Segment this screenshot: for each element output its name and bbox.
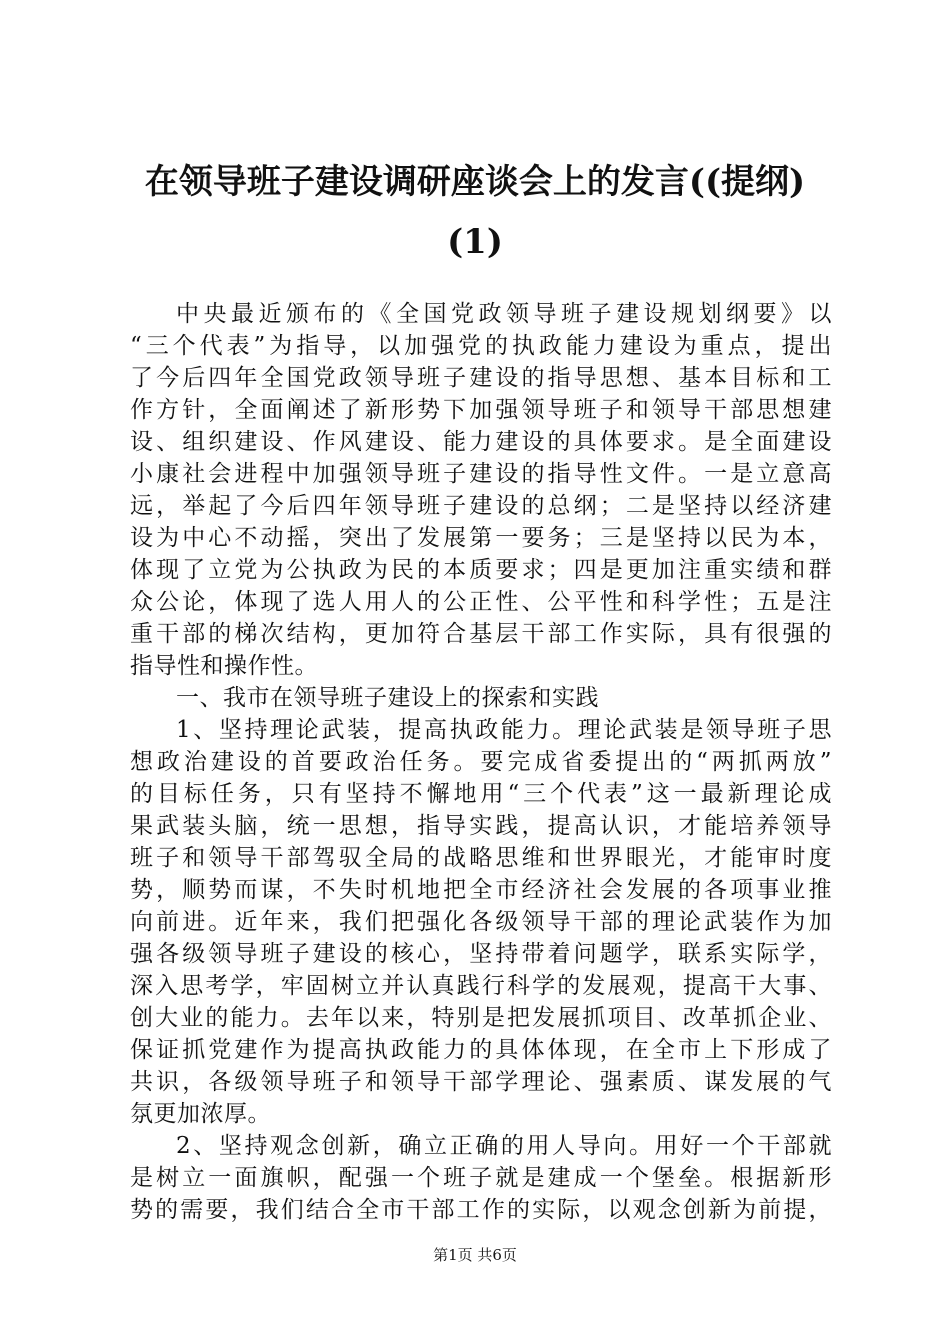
document-body (130, 298, 832, 1226)
body-line: 保证抓党建作为提高执政能力的具体体现，在全市上下形成了 (130, 1037, 832, 1063)
body-line: 想政治建设的首要政治任务。要完成省委提出的“两抓两放” (130, 749, 832, 775)
body-line: 创大业的能力。去年以来，特别是把发展抓项目、改革抓企业、 (130, 1005, 832, 1031)
body-line: 设为中心不动摇，突出了发展第一要务；三是坚持以民为本， (130, 525, 832, 551)
body-line: 众公论，体现了选人用人的公正性、公平性和科学性；五是注 (130, 589, 832, 615)
body-line: 果武装头脑，统一思想，指导实践，提高认识，才能培养领导 (130, 813, 832, 839)
body-line: 1、坚持理论武装，提高执政能力。理论武装是领导班子思 (176, 717, 832, 743)
body-line: 深入思考学，牢固树立并认真践行科学的发展观，提高干大事、 (130, 973, 832, 999)
body-line: 共识，各级领导班子和领导干部学理论、强素质、谋发展的气 (130, 1069, 832, 1095)
section-heading: 一、我市在领导班子建设上的探索和实践 (176, 685, 599, 711)
body-line: 2、坚持观念创新，确立正确的用人导向。用好一个干部就 (176, 1133, 832, 1159)
body-line: 远，举起了今后四年领导班子建设的总纲；二是坚持以经济建 (130, 493, 832, 519)
body-line: 势，顺势而谋，不失时机地把全市经济社会发展的各项事业推 (130, 877, 832, 903)
body-line: 体现了立党为公执政为民的本质要求；四是更加注重实绩和群 (130, 557, 832, 583)
body-line: 小康社会进程中加强领导班子建设的指导性文件。一是立意高 (130, 461, 832, 487)
body-line: 的目标任务，只有坚持不懈地用“三个代表”这一最新理论成 (130, 781, 832, 807)
body-line: 设、组织建设、作风建设、能力建设的具体要求。是全面建设 (130, 429, 832, 455)
body-line: 势的需要，我们结合全市干部工作的实际，以观念创新为前提， (130, 1197, 832, 1223)
body-line: 向前进。近年来，我们把强化各级领导干部的理论武装作为加 (130, 909, 832, 935)
body-line: 强各级领导班子建设的核心，坚持带着问题学，联系实际学， (130, 941, 832, 967)
body-line: 作方针，全面阐述了新形势下加强领导班子和领导干部思想建 (130, 397, 832, 423)
body-line: 了今后四年全国党政领导班子建设的指导思想、基本目标和工 (130, 365, 832, 391)
page-number-footer: 第1页 共6页 (433, 1246, 517, 1264)
body-line: 班子和领导干部驾驭全局的战略思维和世界眼光，才能审时度 (130, 845, 832, 871)
body-line: “三个代表”为指导，以加强党的执政能力建设为重点，提出 (130, 333, 832, 359)
body-line: 指导性和操作性。 (130, 653, 318, 679)
document-title-line2: (1) (447, 222, 503, 262)
body-line: 中央最近颁布的《全国党政领导班子建设规划纲要》以 (176, 301, 832, 327)
body-line: 氛更加浓厚。 (130, 1101, 271, 1127)
document-title-line1: 在领导班子建设调研座谈会上的发言((提纲) (144, 162, 806, 202)
body-line: 是树立一面旗帜，配强一个班子就是建成一个堡垒。根据新形 (130, 1165, 832, 1191)
body-line: 重干部的梯次结构，更加符合基层干部工作实际，具有很强的 (130, 621, 832, 647)
